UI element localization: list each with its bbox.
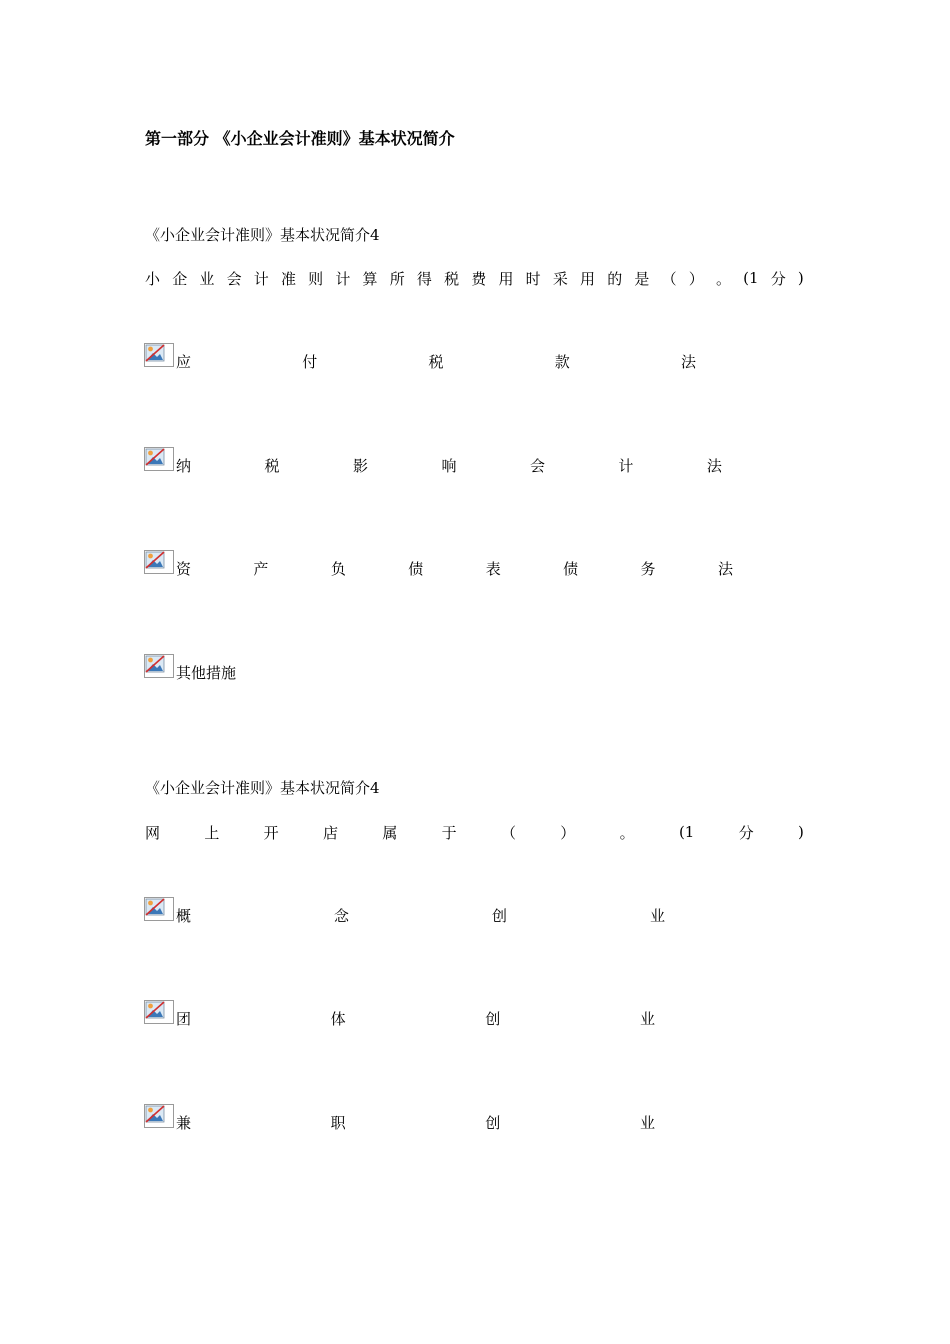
question-char: 费	[471, 269, 487, 288]
section-heading: 《小企业会计准则》基本状况简介4	[145, 779, 380, 797]
option-char: 法	[706, 457, 722, 475]
option-char: 负	[330, 560, 346, 578]
option-char: 表	[485, 560, 501, 578]
question-char: 计	[253, 269, 269, 288]
option-d[interactable]	[144, 654, 236, 686]
question-char: 则	[308, 269, 324, 288]
question-char: 得	[416, 269, 432, 288]
question-char: 用	[580, 269, 596, 288]
option-char: 团	[176, 1010, 192, 1028]
question-char: 属	[382, 823, 398, 842]
option-label	[176, 455, 722, 476]
question-char: 业	[199, 269, 215, 288]
question-char: 计	[335, 269, 351, 288]
option-char: 务	[640, 560, 656, 578]
option-label: 其他措施	[176, 664, 237, 682]
option-label	[176, 558, 733, 579]
option-char: 业	[639, 1010, 655, 1028]
broken-image-icon	[144, 550, 174, 574]
question-char: 税	[444, 269, 460, 288]
question-char: 分	[738, 823, 754, 842]
question-char: 网	[145, 823, 161, 842]
broken-image-icon	[144, 1104, 174, 1128]
option-char: 念	[333, 907, 349, 925]
question-char: )	[798, 823, 804, 841]
question-char: 开	[263, 823, 279, 842]
option-b[interactable]	[144, 1000, 655, 1032]
option-char: 概	[176, 907, 192, 925]
option-char: 纳	[176, 457, 192, 475]
question-char: 用	[498, 269, 514, 288]
broken-image-icon	[144, 897, 174, 921]
question-char: （	[661, 269, 677, 288]
option-char: 产	[253, 560, 269, 578]
question-char: 企	[172, 269, 188, 288]
question-char: 店	[322, 823, 338, 842]
question-char: （	[500, 823, 516, 842]
option-char: 业	[649, 907, 665, 925]
question-char: 于	[441, 823, 457, 842]
broken-image-icon	[144, 343, 174, 367]
question-char: ）	[688, 269, 704, 288]
question-char: ）	[560, 823, 576, 842]
option-char: 影	[352, 457, 368, 475]
broken-image-icon	[144, 654, 174, 678]
option-a[interactable]	[144, 343, 696, 375]
option-char: 创	[491, 907, 507, 925]
question-char: 小	[145, 269, 161, 288]
option-char: 会	[529, 457, 545, 475]
option-label	[176, 351, 696, 372]
option-char: 付	[302, 353, 318, 371]
page-title: 第一部分 《小企业会计准则》基本状况简介	[145, 129, 455, 148]
option-char: 兼	[176, 1114, 192, 1132]
option-char: 法	[680, 353, 696, 371]
option-char: 债	[563, 560, 579, 578]
option-label	[176, 1008, 655, 1029]
option-c[interactable]	[144, 550, 733, 582]
option-char: 创	[485, 1114, 501, 1132]
option-char: 职	[330, 1114, 346, 1132]
option-char: 款	[554, 353, 570, 371]
option-char: 应	[176, 353, 192, 371]
option-char: 税	[264, 457, 280, 475]
option-char: 债	[408, 560, 424, 578]
question-text	[145, 267, 804, 289]
question-char: 。	[619, 823, 635, 842]
option-char: 资	[176, 560, 192, 578]
option-char: 业	[639, 1114, 655, 1132]
question-char: (1	[678, 823, 695, 841]
question-char: 是	[634, 269, 650, 288]
option-char: 创	[485, 1010, 501, 1028]
question-char: 时	[525, 269, 541, 288]
question-char: 所	[389, 269, 405, 288]
question-char: 的	[607, 269, 623, 288]
option-char: 响	[441, 457, 457, 475]
option-b[interactable]	[144, 447, 722, 479]
option-label	[176, 1112, 655, 1133]
option-c[interactable]	[144, 1104, 655, 1136]
question-char: 上	[204, 823, 220, 842]
option-char: 税	[428, 353, 444, 371]
question-char: )	[797, 269, 804, 287]
question-char: 分	[770, 269, 786, 288]
question-char: 算	[362, 269, 378, 288]
broken-image-icon	[144, 447, 174, 471]
option-label	[176, 905, 665, 926]
section-heading: 《小企业会计准则》基本状况简介4	[145, 226, 380, 244]
option-char: 体	[330, 1010, 346, 1028]
question-char: 采	[552, 269, 568, 288]
question-text	[145, 821, 804, 843]
question-char: 会	[226, 269, 242, 288]
question-char: (1	[743, 269, 759, 287]
option-char: 法	[717, 560, 733, 578]
question-char: 准	[280, 269, 296, 288]
option-a[interactable]	[144, 897, 665, 929]
option-char: 计	[618, 457, 634, 475]
broken-image-icon	[144, 1000, 174, 1024]
question-char: 。	[715, 269, 731, 288]
